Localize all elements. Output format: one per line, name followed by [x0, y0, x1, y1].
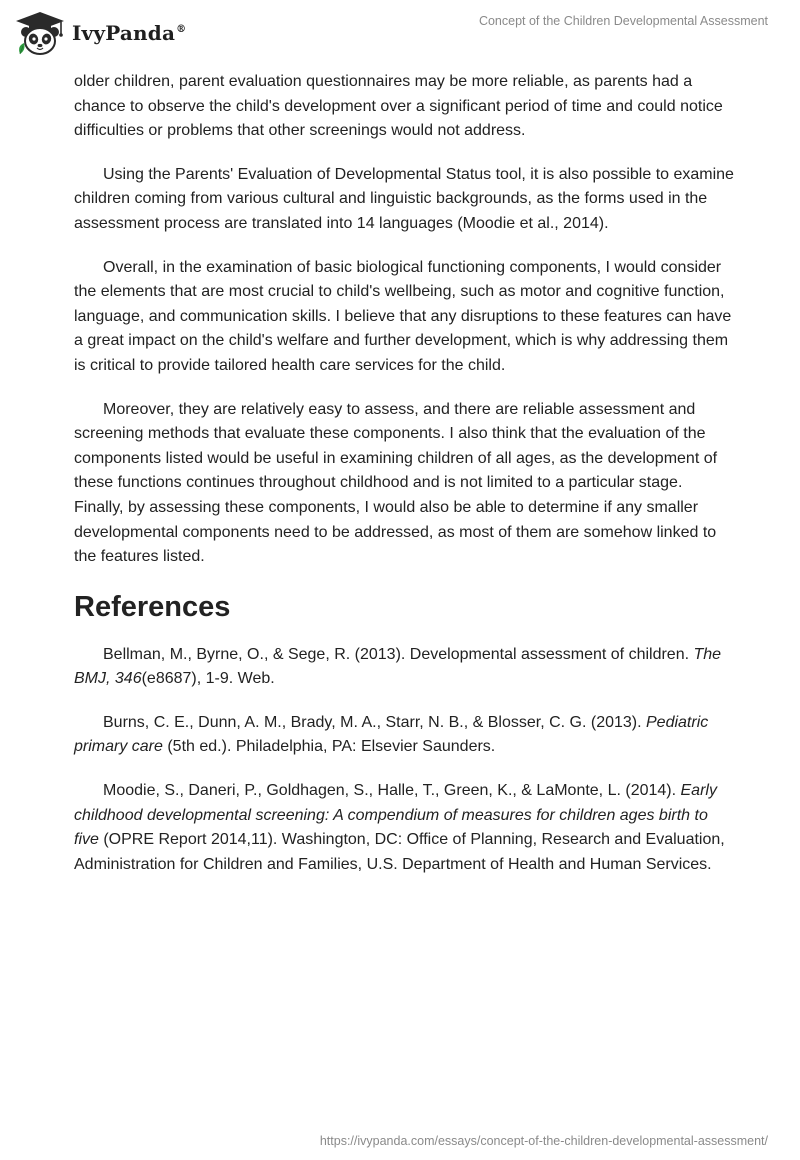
reference-title: Early childhood developmental screening: A compendium of measures for children ages birth to five — [74, 782, 717, 849]
ivypanda-logo[interactable] — [14, 8, 186, 58]
body-paragraph: Overall, in the examination of basic biological functioning components, I would consider the elements that are most crucial to child's wellbeing, such as motor and cognitive function, language, and communication skills. I believe that any disruptions to these features can have a great impact on the child's welfare and further development, which is why addressing them is critical to provide tailored health care services for the child. — [74, 258, 732, 374]
reference-text: Burns, C. E., Dunn, A. M., Brady, M. A., Starr, N. B., & Blosser, C. G. (2013). — [103, 713, 646, 731]
reference-item — [74, 643, 734, 692]
reference-title: Pediatric primary care — [74, 713, 709, 756]
body-paragraph: Using the Parents' Evaluation of Developmental Status tool, it is also possible to examine children coming from various cultural and linguistic backgrounds, as the forms used in the assessment process are translated into 14 languages (Moodie et al., 2014). — [74, 165, 734, 232]
reference-text: (5th ed.). Philadelphia, PA: Elsevier Saunders. — [162, 738, 496, 756]
source-url[interactable]: https://ivypanda.com/essays/concept-of-the-children-developmental-assessment/ — [319, 1134, 768, 1148]
references-heading: References — [74, 590, 231, 623]
reference-item — [74, 779, 734, 877]
document-body — [74, 70, 734, 896]
reference-text: Moodie, S., Daneri, P., Goldhagen, S., Halle, T., Green, K., & LaMonte, L. (2014). — [103, 782, 681, 800]
panda-graduate-icon — [14, 10, 66, 56]
page-header — [0, 0, 800, 70]
logo-text: IvyPanda — [72, 21, 176, 45]
registered-mark: ® — [176, 24, 187, 36]
document-title: Concept of the Children Developmental Assessment — [478, 14, 768, 28]
reference-title: The BMJ, 346 — [74, 645, 722, 688]
reference-text: (OPRE Report 2014,11). Washington, DC: Office of Planning, Research and Evaluation, Administration for Children and Families, U.S. Department of Health and Human Services. — [74, 831, 725, 873]
reference-text: Bellman, M., Byrne, O., & Sege, R. (2013). Developmental assessment of children. — [103, 645, 694, 663]
reference-item — [74, 711, 734, 760]
reference-text: (e8687), 1-9. Web. — [141, 670, 275, 688]
body-paragraph: older children, parent evaluation questionnaires may be more reliable, as parents had a chance to observe the child's development over a significant period of time and could notice difficulties or problems that other screenings would not address. — [74, 73, 723, 140]
logo-wordmark — [72, 21, 186, 45]
body-paragraph: Moreover, they are relatively easy to assess, and there are reliable assessment and screening methods that evaluate these components. I also think that the evaluation of the components listed would be useful in examining children of all ages, as the development of these functions continues throughout childhood and is not limited to a particular stage. Finally, by assessing these components, I would also be able to determine if any smaller developmental components need to be addressed, as most of them are somehow linked to the features listed. — [74, 400, 718, 566]
